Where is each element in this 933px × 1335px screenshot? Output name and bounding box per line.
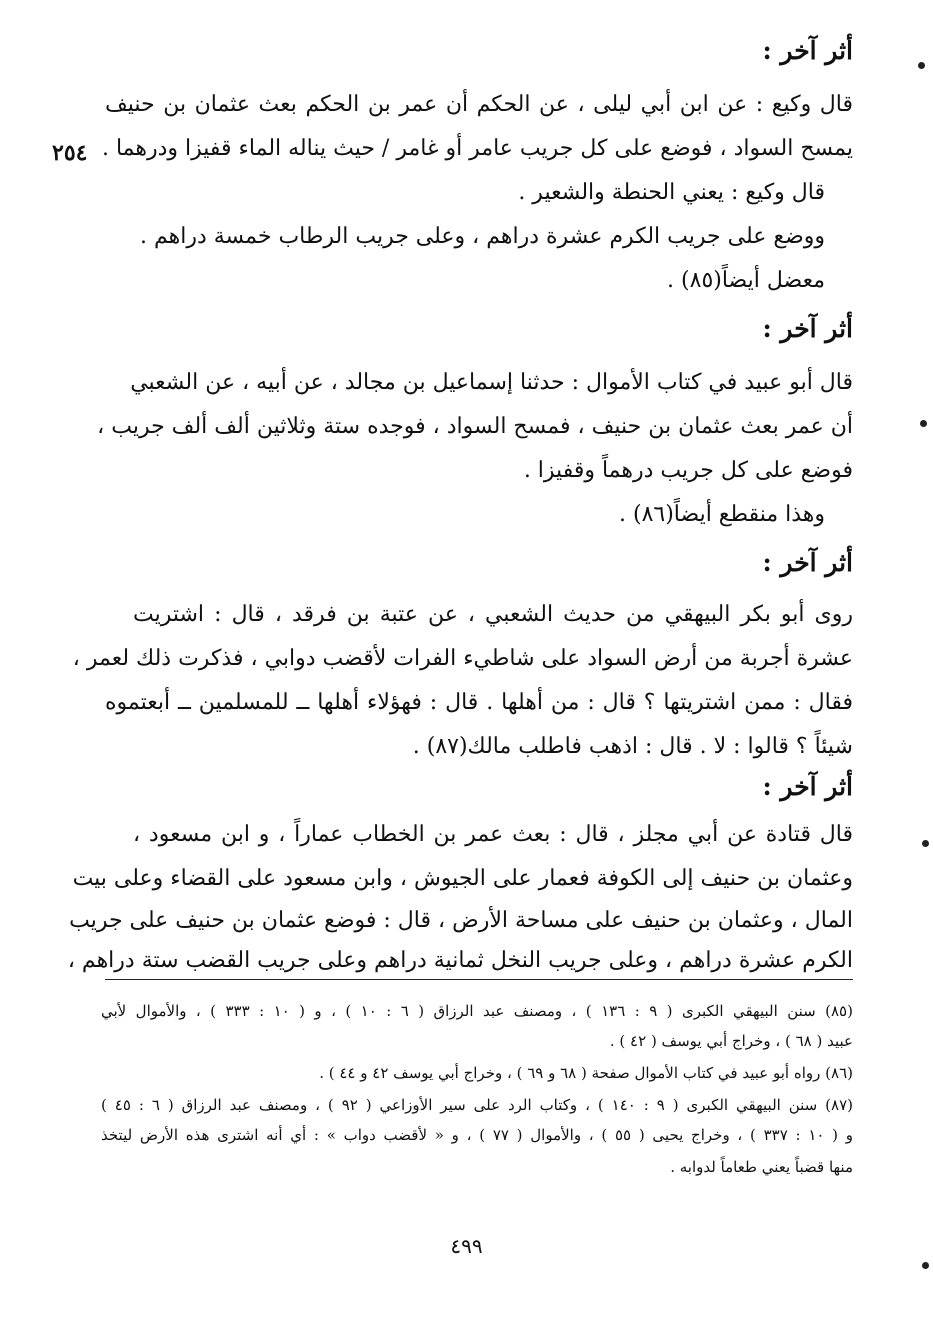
text-line: وهذا منقطع أيضاً(٨٦) . xyxy=(619,502,825,527)
text-line: الكرم عشرة دراهم ، وعلى جريب النخل ثمانية دراهم وعلى جريب القضب ستة دراهم ، xyxy=(67,948,853,973)
text-line: فقال : ممن اشتريتها ؟ قال : من أهلها . قال : فهؤلاء أهلها ــ للمسلمين ــ أبعتموه xyxy=(105,690,853,715)
text-line: قال وكيع : يعني الحنطة والشعير . xyxy=(518,180,825,205)
footnote-line: (٨٦) رواه أبو عبيد في كتاب الأموال صفحة ( ٦٨ و ٦٩ ) ، وخراج أبي يوسف ٤٢ و ٤٤ ) . xyxy=(319,1064,853,1082)
section-heading: أثر آخر : xyxy=(762,36,853,65)
scan-mark-dot xyxy=(922,840,929,847)
scan-mark-dot xyxy=(918,62,925,69)
text-line: عشرة أجربة من أرض السواد على شاطيء الفرات لأقضب دوابي ، فذكرت ذلك لعمر ، xyxy=(72,646,853,671)
margin-page-number: ٢٥٤ xyxy=(52,140,88,166)
footnote-line: (٨٥) سنن البيهقي الكبرى ( ٩ : ١٣٦ ) ، ومصنف عبد الرزاق ( ٦ : ١٠ ) ، و ( ١٠ : ٣٣٣ ) ، والأموال لأبي xyxy=(101,1002,853,1020)
text-line: قال وكيع : عن ابن أبي ليلى ، عن الحكم أن عمر بن الحكم بعث عثمان بن حنيف xyxy=(105,92,853,117)
footnote-separator xyxy=(105,979,853,980)
footnote-line: عبيد ( ٦٨ ) ، وخراج أبي يوسف ( ٤٢ ) . xyxy=(609,1032,853,1050)
scan-mark-dot xyxy=(920,420,927,427)
scan-mark-dot xyxy=(922,1262,929,1269)
text-line: المال ، وعثمان بن حنيف على مساحة الأرض ، قال : فوضع عثمان بن حنيف على جريب xyxy=(69,908,853,933)
text-line: وعثمان بن حنيف إلى الكوفة فعمار على الجيوش ، وابن مسعود على القضاء وعلى بيت xyxy=(72,866,853,891)
text-line: قال قتادة عن أبي مجلز ، قال : بعث عمر بن الخطاب عماراً ، و ابن مسعود ، xyxy=(133,822,853,847)
footnote-line: (٨٧) سنن البيهقي الكبرى ( ٩ : ١٤٠ ) ، وكتاب الرد على سير الأوزاعي ( ٩٢ ) ، ومصنف عبد الرزاق ( ٦ : ٤٥ ) xyxy=(101,1096,854,1114)
page-number: ٤٩٩ xyxy=(450,1234,483,1258)
text-line: معضل أيضاً(٨٥) . xyxy=(667,268,825,293)
text-line: روى أبو بكر البيهقي من حديث الشعبي ، عن عتبة بن فرقد ، قال : اشتريت xyxy=(133,602,853,627)
footnote-line: و ( ١٠ : ٣٣٧ ) ، وخراج يحيى ( ٥٥ ) ، والأموال ( ٧٧ ) ، و « لأقضب دواب » : أي أنه اشترى هذه الأرض ليتخذ xyxy=(101,1126,854,1144)
section-heading: أثر آخر : xyxy=(762,548,853,577)
text-line: قال أبو عبيد في كتاب الأموال : حدثنا إسماعيل بن مجالد ، عن أبيه ، عن الشعبي xyxy=(130,370,853,395)
text-line: ووضع على جريب الكرم عشرة دراهم ، وعلى جريب الرطاب خمسة دراهم . xyxy=(139,224,825,249)
text-line: شيئاً ؟ قالوا : لا . قال : اذهب فاطلب مالك(٨٧) . xyxy=(412,734,853,759)
section-heading: أثر آخر : xyxy=(762,772,853,801)
footnote-line: منها قضباً يعني طعاماً لدوابه . xyxy=(670,1158,853,1176)
text-line: فوضع على كل جريب درهماً وقفيزا . xyxy=(523,458,853,483)
text-line: أن عمر بعث عثمان بن حنيف ، فمسح السواد ، فوجده ستة وثلاثين ألف ألف جريب ، xyxy=(97,414,853,439)
section-heading: أثر آخر : xyxy=(762,314,853,343)
text-line: يمسح السواد ، فوضع على كل جريب عامر أو غامر / حيث يناله الماء قفيزا ودرهما . xyxy=(101,136,853,161)
